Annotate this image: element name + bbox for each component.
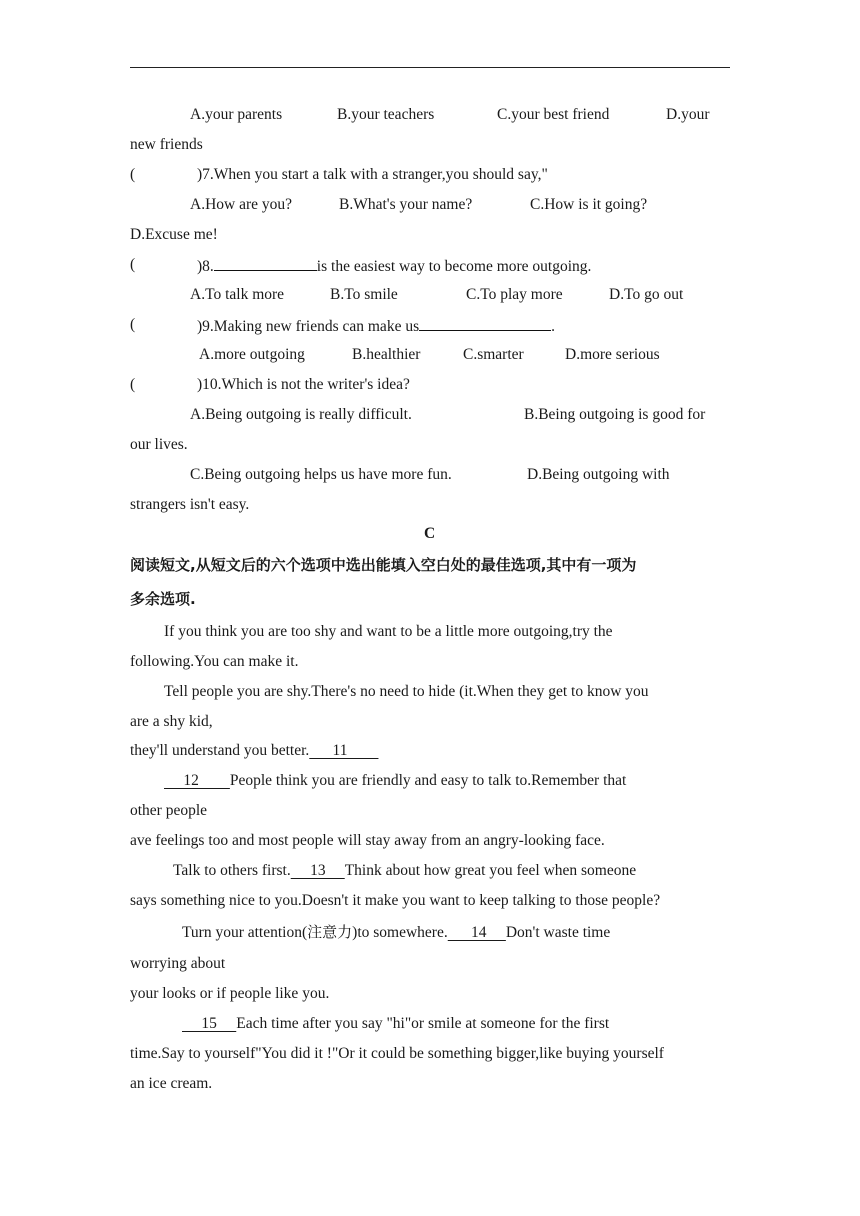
passage-p4-line1-text: Talk to others first. [173, 862, 291, 879]
q9-answer-blank [419, 315, 551, 331]
q8-option-c: C.To play more [466, 286, 563, 303]
passage-p5-line1-mid: )to somewhere. [352, 924, 448, 941]
passage-p5-line1 [182, 922, 610, 943]
passage-p5-line1-rest: Don't waste time [505, 924, 611, 941]
passage-p5-line1-text: Turn your attention( [182, 924, 308, 941]
q7-paren: ( [130, 166, 136, 183]
q10-option-c: C.Being outgoing helps us have more fun. [190, 466, 452, 483]
passage-p2-line3 [130, 741, 378, 761]
q6-option-c: C.your best friend [497, 106, 610, 123]
blank-13: 13 [290, 862, 345, 879]
passage-p3-line1-text: People think you are friendly and easy to talk to.Remember that [229, 772, 627, 789]
q7-option-b: B.What's your name? [339, 196, 473, 213]
passage-p3-line3: ave feelings too and most people will stay away from an angry-looking face. [130, 832, 605, 849]
passage-p1-line1: If you think you are too shy and want to be a little more outgoing,try the [164, 623, 613, 640]
passage-p3-line2: other people [130, 802, 208, 819]
section-c-instruction-line1: 阅读短文,从短文后的六个选项中选出能填入空白处的最佳选项,其中有一项为 [130, 556, 637, 574]
passage-p6-line1 [182, 1014, 609, 1034]
section-c-heading: C [424, 525, 436, 542]
passage-p6-line2: time.Say to yourself"You did it !"Or it could be something bigger,like buying yourself [130, 1045, 664, 1062]
q7-option-d: D.Excuse me! [130, 226, 218, 243]
q9-option-a: A.more outgoing [199, 346, 305, 363]
passage-p6-line1-text: Each time after you say "hi"or smile at someone for the first [236, 1015, 610, 1032]
passage-p5-gloss: 注意力 [307, 923, 353, 941]
q8-option-b: B.To smile [330, 286, 398, 303]
q8-option-a: A.To talk more [190, 286, 285, 303]
q10-option-b: B.Being outgoing is good for [524, 406, 706, 423]
passage-p1-line2: following.You can make it. [130, 653, 299, 670]
q10-option-d-continued: strangers isn't easy. [130, 496, 250, 513]
q9-option-d: D.more serious [565, 346, 660, 363]
passage-p2-line3-text: they'll understand you better. [130, 742, 310, 759]
passage-p4-line1 [173, 861, 636, 881]
blank-14: 14 [447, 924, 506, 941]
q9-stem-suffix: . [551, 318, 555, 335]
q8-stem [197, 255, 591, 277]
q10-option-b-continued: our lives. [130, 436, 188, 453]
q6-option-d: D.your [666, 106, 710, 123]
blank-12: 12 [164, 772, 230, 789]
q9-paren: ( [130, 316, 136, 333]
q10-option-d: D.Being outgoing with [527, 466, 670, 483]
q9-option-b: B.healthier [352, 346, 421, 363]
q8-option-d: D.To go out [609, 286, 684, 303]
q10-stem: )10.Which is not the writer's idea? [197, 376, 410, 393]
passage-p4-line2: says something nice to you.Doesn't it make you want to keep talking to those people? [130, 892, 661, 909]
q10-option-a: A.Being outgoing is really difficult. [190, 406, 412, 423]
q10-paren: ( [130, 376, 136, 393]
q7-stem: )7.When you start a talk with a stranger,you should say," [197, 166, 548, 183]
q6-option-b: B.your teachers [337, 106, 435, 123]
q6-option-a: A.your parents [190, 106, 283, 123]
passage-p6-line3: an ice cream. [130, 1075, 213, 1092]
q6-option-d-continued: new friends [130, 136, 203, 153]
q8-stem-prefix: )8. [197, 258, 214, 275]
blank-11: 11 [309, 742, 379, 759]
q7-option-c: C.How is it going? [530, 196, 648, 213]
q8-paren: ( [130, 256, 136, 273]
q8-stem-suffix: is the easiest way to become more outgoing. [316, 258, 592, 275]
passage-p5-line2: worrying about [130, 955, 226, 972]
header-rule [130, 67, 730, 68]
blank-15: 15 [182, 1015, 237, 1032]
q9-stem [197, 315, 555, 337]
passage-p3-line1 [164, 771, 626, 791]
q9-option-c: C.smarter [463, 346, 524, 363]
passage-p5-line3: your looks or if people like you. [130, 985, 330, 1002]
passage-p2-line2: are a shy kid, [130, 713, 213, 730]
passage-p4-line1-rest: Think about how great you feel when someone [344, 862, 637, 879]
q7-option-a: A.How are you? [190, 196, 293, 213]
section-c-instruction-line2: 多余选项. [130, 590, 196, 608]
passage-p2-line1: Tell people you are shy.There's no need to hide (it.When they get to know you [164, 683, 649, 700]
q9-stem-prefix: )9.Making new friends can make us [197, 318, 420, 335]
q8-answer-blank [214, 255, 317, 271]
